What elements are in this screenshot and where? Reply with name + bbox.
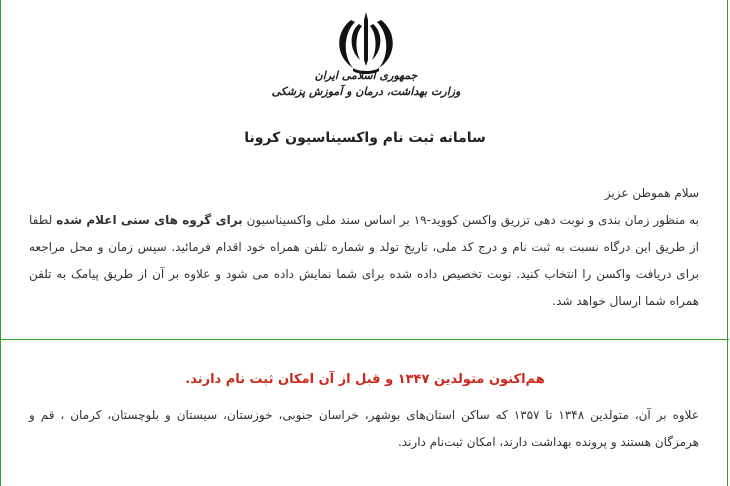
greeting: سلام هموطن عزیز <box>604 186 699 200</box>
section-divider <box>1 339 729 340</box>
intro-section <box>29 180 699 315</box>
additional-eligibility <box>29 402 699 456</box>
intro-paragraph <box>29 207 699 315</box>
country-name: جمهوری اسلامی ایران <box>314 69 418 82</box>
additional-paragraph: علاوه بر آن، متولدین ۱۳۴۸ تا ۱۳۵۷ که ساکن استان‌های بوشهر، خراسان جنوبی، خوزستان، سیستان و بلوچستان، کرمان ، قم و هرمزگان هستند و پرونده بهداشت دارند، امکان ثبت‌نام دارند. <box>29 408 699 449</box>
ministry-logotype <box>261 68 471 100</box>
intro-text-end: لطفا از طریق این درگاه نسبت به ثبت نام و درج کد ملی، تاریخ تولد و شماره تلفن همراه خود اقدام فرمائید. سپس زمان و محل مراجعه برای دریافت واکسن را انتخاب کنید. نوبت تخصیص داده شده برای شما نمایش داده می شود و علاوه بر آن از طریق پیامک به تلفن همراه شما ارسال خواهد شد. <box>29 213 699 308</box>
ministry-name: وزارت بهداشت، درمان و آموزش پزشکی <box>271 85 461 98</box>
intro-text-bold: برای گروه های سنی اعلام شده <box>56 213 243 227</box>
eligibility-notice: هم‌اکنون متولدین ۱۳۴۷ و قبل از آن امکان ثبت نام دارند. <box>185 372 545 387</box>
intro-text-start: به منظور زمان بندی و نوبت دهی تزریق واکسن کووید-۱۹ بر اساس سند ملی واکسیناسیون <box>242 213 699 227</box>
page-title: سامانه ثبت نام واکسیناسیون کرونا <box>244 130 486 146</box>
iran-emblem-icon <box>331 10 401 76</box>
